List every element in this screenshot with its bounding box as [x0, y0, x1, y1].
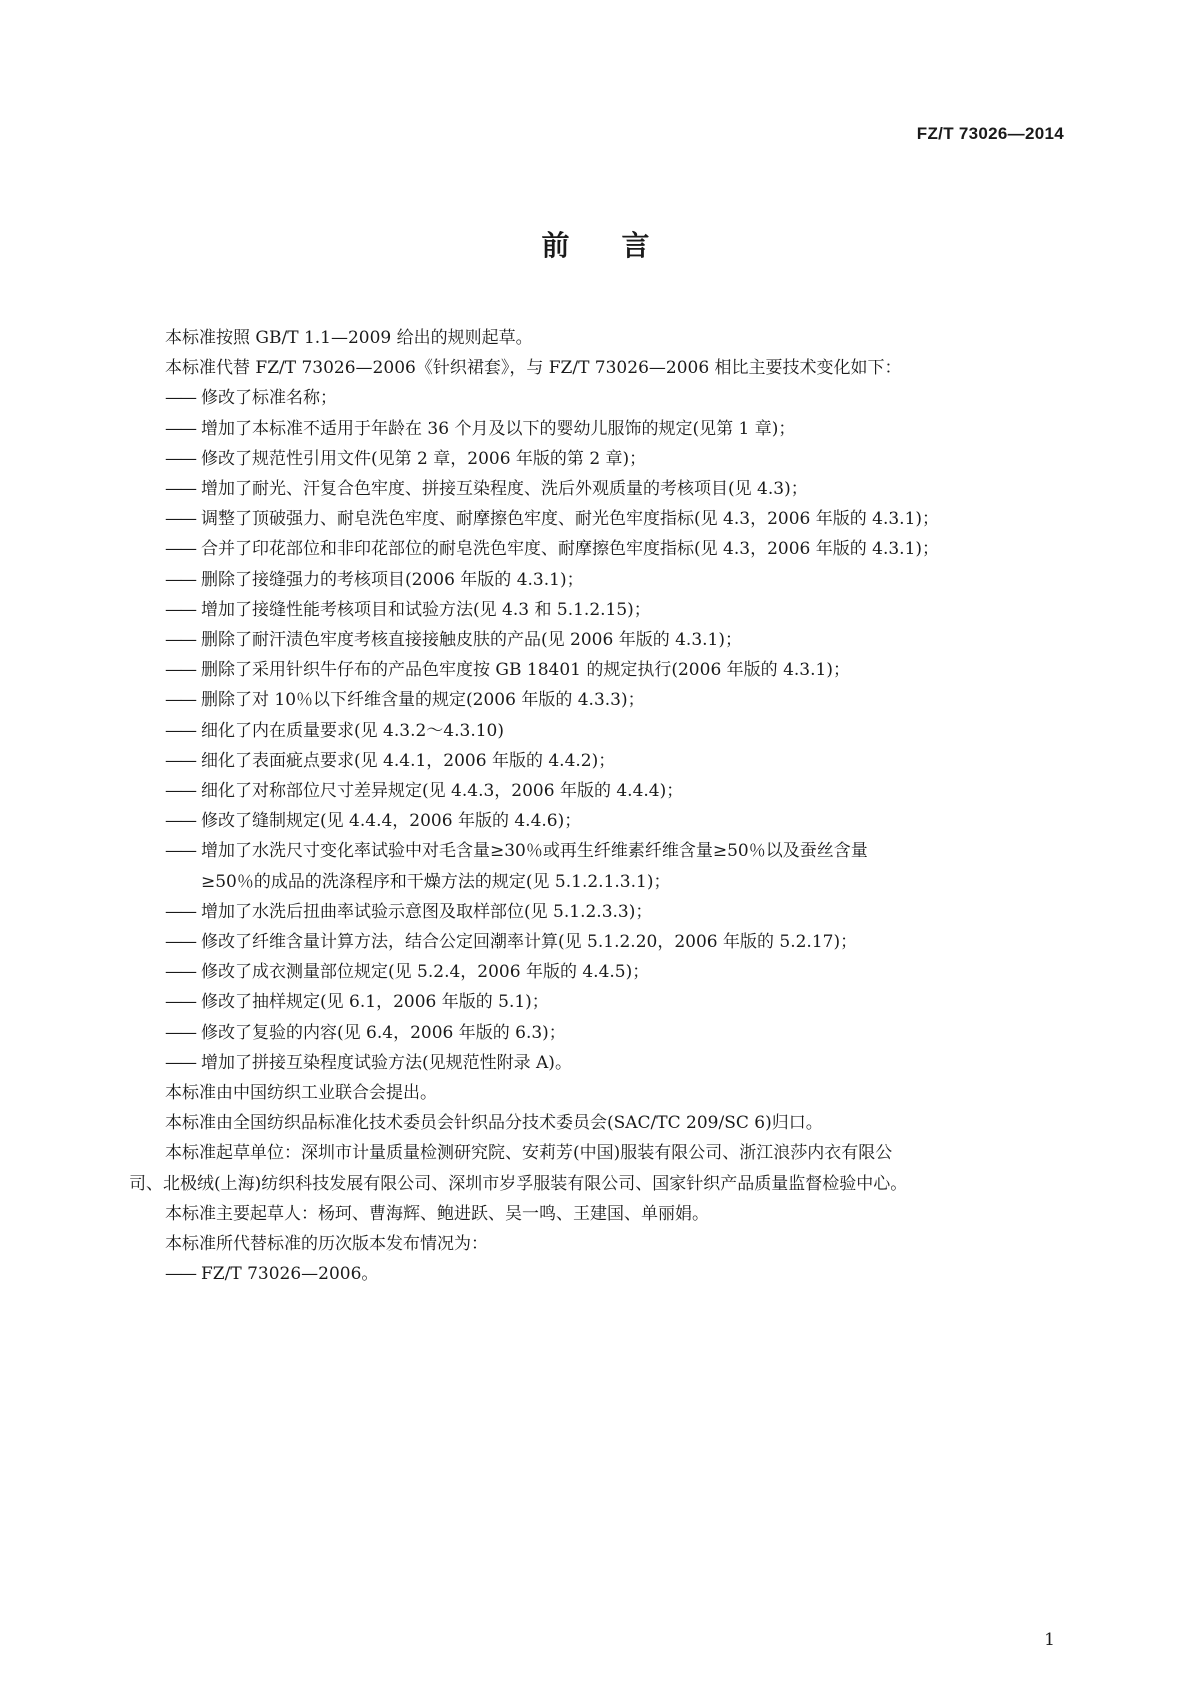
change-item: —— 增加了水洗尺寸变化率试验中对毛含量≥30％或再生纤维素纤维含量≥50％以及蚕丝含量: [165, 841, 868, 862]
change-item: —— 增加了拼接互染程度试验方法(见规范性附录 A)。: [165, 1052, 572, 1073]
change-item: —— 合并了印花部位和非印花部位的耐皂洗色牢度、耐摩擦色牢度指标(见 4.3，2006 年版的 4.3.1)；: [165, 539, 940, 560]
change-item: —— 删除了采用针织牛仔布的产品色牢度按 GB 18401 的规定执行(2006 年版的 4.3.1)；: [165, 660, 850, 681]
change-item: —— 修改了标准名称；: [165, 388, 337, 409]
paragraph-history-intro: 本标准所代替标准的历次版本发布情况为：: [165, 1234, 488, 1255]
change-item: —— 细化了对称部位尺寸差异规定(见 4.4.3，2006 年版的 4.4.4)；: [165, 781, 684, 802]
change-item: —— 细化了表面疵点要求(见 4.4.1，2006 年版的 4.4.2)；: [165, 750, 616, 771]
paragraph-drafting-rules: 本标准按照 GB/T 1.1—2009 给出的规则起草。: [165, 328, 533, 348]
page-title: 前言: [541, 229, 702, 262]
change-item: —— 细化了内在质量要求(见 4.3.2～4.3.10): [165, 720, 504, 741]
standard-code: FZ/T 73026—2014: [916, 124, 1064, 143]
foreword-body: [129, 323, 1065, 1290]
change-item: —— 删除了对 10％以下纤维含量的规定(2006 年版的 4.3.3)；: [165, 690, 645, 711]
change-item: —— 增加了接缝性能考核项目和试验方法(见 4.3 和 5.1.2.15)；: [165, 599, 651, 620]
page-number: 1: [1044, 1630, 1055, 1650]
change-item: —— 增加了耐光、汗复合色牢度、拼接互染程度、洗后外观质量的考核项目(见 4.3)；: [165, 479, 808, 500]
paragraph-drafting-units-continued: 司、北极绒(上海)纺织科技发展有限公司、深圳市岁孚服装有限公司、国家针织产品质量监督检验中心。: [129, 1173, 908, 1194]
change-item: —— 修改了成衣测量部位规定(见 5.2.4，2006 年版的 4.4.5)；: [165, 962, 650, 983]
change-item: —— 删除了耐汗渍色牢度考核直接接触皮肤的产品(见 2006 年版的 4.3.1)；: [165, 630, 742, 651]
paragraph-replaces: 本标准代替 FZ/T 73026—2006《针织裙套》，与 FZ/T 73026—2006 相比主要技术变化如下：: [165, 358, 902, 379]
change-item: —— 调整了顶破强力、耐皂洗色牢度、耐摩擦色牢度、耐光色牢度指标(见 4.3，2006 年版的 4.3.1)；: [165, 509, 940, 530]
change-item-continued: ≥50％的成品的洗涤程序和干燥方法的规定(见 5.1.2.1.3.1)；: [201, 871, 671, 892]
change-item: —— 修改了纤维含量计算方法，结合公定回潮率计算(见 5.1.2.20，2006 年版的 5.2.17)；: [165, 932, 858, 953]
change-item: —— 删除了接缝强力的考核项目(2006 年版的 4.3.1)；: [165, 569, 584, 590]
change-item: —— 增加了本标准不适用于年龄在 36 个月及以下的婴幼儿服饰的规定(见第 1 章)；: [165, 418, 796, 439]
change-item: —— 增加了水洗后扭曲率试验示意图及取样部位(见 5.1.2.3.3)；: [165, 901, 653, 922]
change-item: —— 修改了复验的内容(见 6.4，2006 年版的 6.3)；: [165, 1022, 566, 1043]
paragraph-drafting-units: 本标准起草单位：深圳市计量质量检测研究院、安莉芳(中国)服装有限公司、浙江浪莎内衣有限公: [165, 1143, 893, 1164]
paragraph-technical-committee: 本标准由全国纺织品标准化技术委员会针织品分技术委员会(SAC/TC 209/SC 6)归口。: [165, 1113, 823, 1134]
change-item: —— 修改了抽样规定(见 6.1，2006 年版的 5.1)；: [165, 992, 549, 1013]
history-item: —— FZ/T 73026—2006。: [165, 1264, 379, 1285]
paragraph-drafters: 本标准主要起草人：杨珂、曹海辉、鲍进跃、吴一鸣、王建国、单丽娟。: [165, 1203, 709, 1224]
change-item: —— 修改了缝制规定(见 4.4.4，2006 年版的 4.4.6)；: [165, 811, 582, 832]
change-item: —— 修改了规范性引用文件(见第 2 章，2006 年版的第 2 章)；: [165, 448, 647, 469]
paragraph-proposer: 本标准由中国纺织工业联合会提出。: [165, 1083, 437, 1104]
